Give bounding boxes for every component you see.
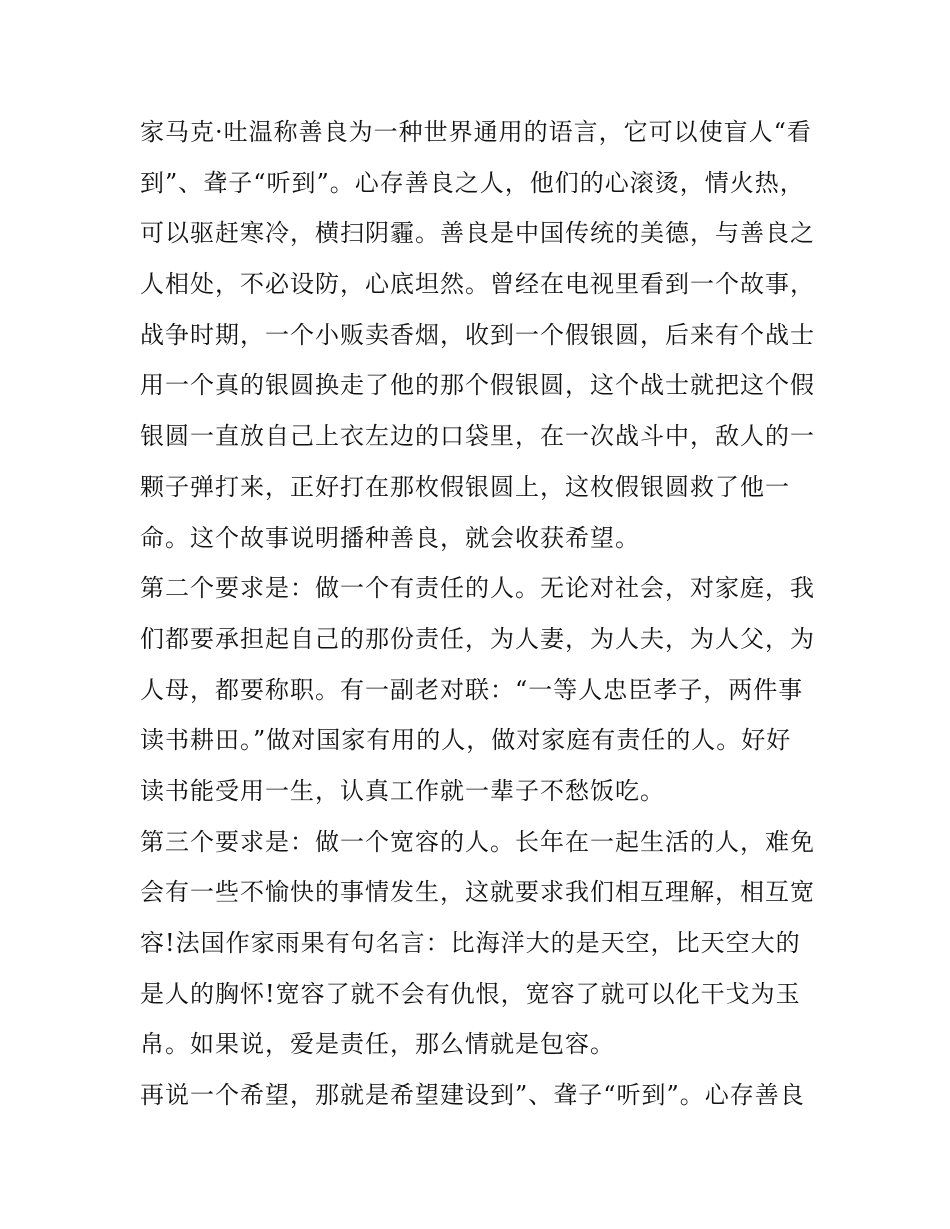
text-line: 读书耕田。”做对国家有用的人，做对家庭有责任的人。好好	[140, 726, 792, 755]
text-line: 会有一些不愉快的事情发生，这就要求我们相互理解，相互宽	[140, 878, 815, 907]
text-line: 家马克·吐温称善良为一种世界通用的语言，它可以使盲人“看	[140, 118, 812, 146]
text-line: 战争时期，一个小贩卖香烟，收到一个假银圆，后来有个战士	[140, 320, 815, 349]
text-line: 颗子弹打来，正好打在那枚假银圆上，这枚假银圆救了他一	[140, 472, 790, 501]
text-line: 容!法国作家雨果有句名言：比海洋大的是天空，比天空大的	[140, 929, 801, 957]
text-line: 人相处，不必设防，心底坦然。曾经在电视里看到一个故事，	[140, 270, 815, 299]
text-line: 第三个要求是：做一个宽容的人。长年在一起生活的人，难免	[140, 827, 815, 856]
text-line: 到”、聋子“听到”。心存善良之人，他们的心滚烫，情火热，	[140, 168, 805, 197]
text-line: 命。这个故事说明播种善良，就会收获希望。	[140, 523, 640, 552]
text-line: 银圆一直放自己上衣左边的口袋里，在一次战斗中，敌人的一	[140, 422, 815, 451]
text-line: 第二个要求是：做一个有责任的人。无论对社会，对家庭，我	[140, 574, 815, 603]
text-line: 们都要承担起自己的那份责任，为人妻，为人夫，为人父，为	[140, 624, 815, 653]
text-line: 人母，都要称职。有一副老对联：“一等人忠臣孝子，两件事	[140, 675, 804, 704]
text-line: 帛。如果说，爱是责任，那么情就是包容。	[140, 1030, 615, 1059]
text-line: 是人的胸怀!宽容了就不会有仇恨，宽容了就可以化干戈为玉	[140, 979, 801, 1008]
text-line: 再说一个希望，那就是希望建设到”、聋子“听到”。心存善良	[140, 1081, 805, 1110]
text-line: 读书能受用一生，认真工作就一辈子不愁饭吃。	[140, 776, 665, 805]
text-line: 可以驱赶寒冷，横扫阴霾。善良是中国传统的美德，与善良之	[140, 219, 815, 248]
body-text	[140, 107, 820, 1121]
text-line: 用一个真的银圆换走了他的那个假银圆，这个战士就把这个假	[140, 371, 815, 400]
